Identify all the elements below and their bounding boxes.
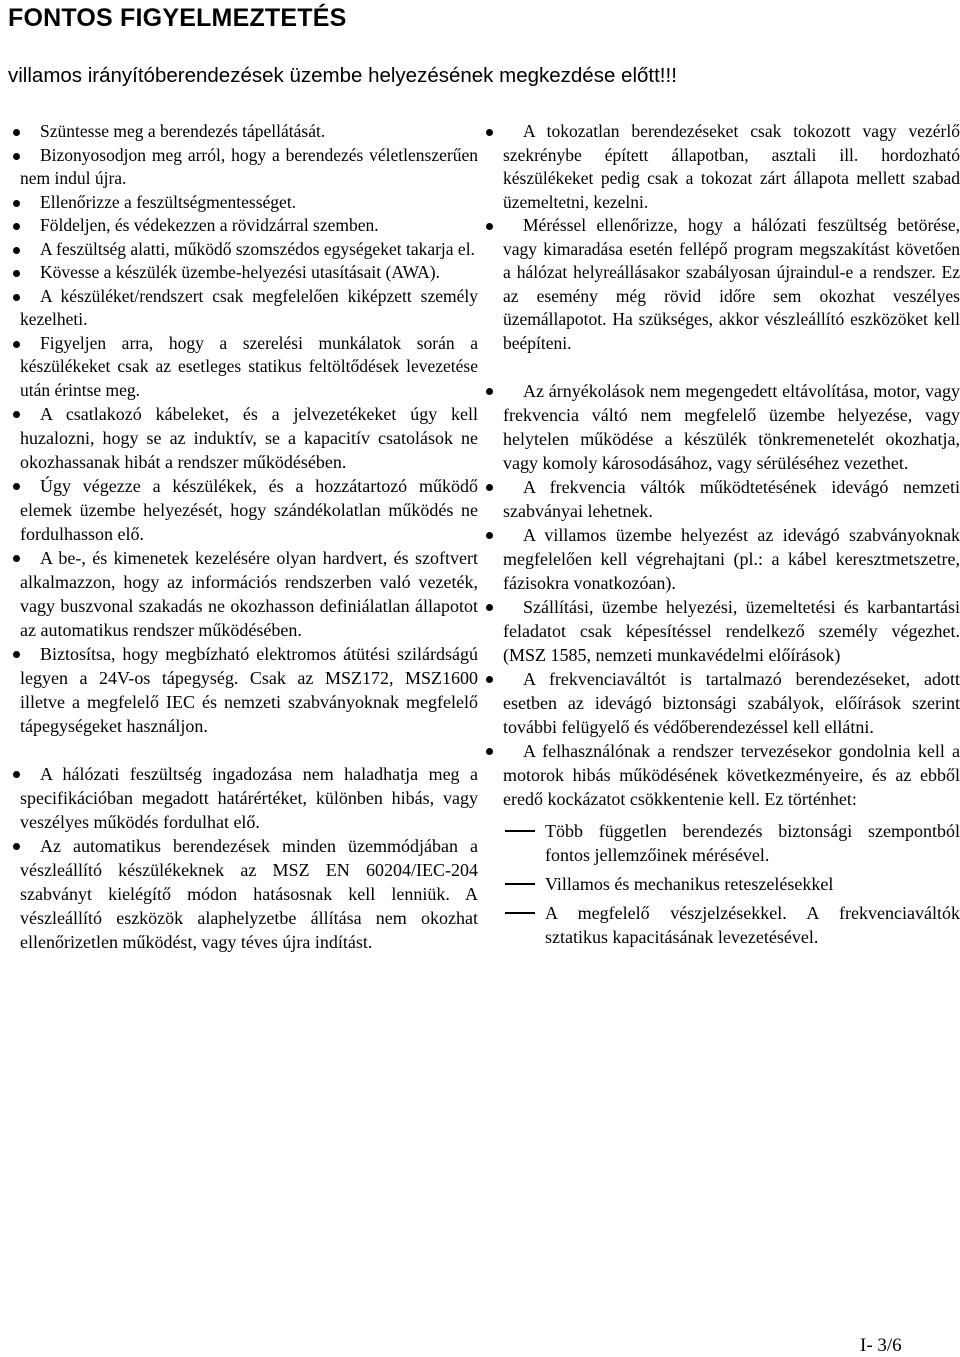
spacer [503, 355, 960, 379]
list-item: Figyeljen arra, hogy a szerelési munkálatok során a készülékeket csak az esetleges statikus feltöltődések levezetése után érintse meg. [20, 332, 478, 403]
bullet-icon [13, 411, 20, 418]
bullet-icon [13, 483, 20, 490]
left-column [20, 120, 478, 954]
bullet-icon [13, 555, 20, 562]
list-item: Az árnyékolások nem megengedett eltávolítása, motor, vagy frekvencia váltó nem megfelelő üzembe helyezése, vagy helytelen működése a készülék tönkremenetelét okozhatja, vagy komoly károsodásához, vagy sérüléséhez vezethet. [503, 379, 960, 475]
page-title: FONTOS FIGYELMEZTETÉS [8, 4, 347, 32]
list-item: A frekvencia váltók működtetésének idevágó nemzeti szabványai lehetnek. [503, 475, 960, 523]
list-item: A feszültség alatti, működő szomszédos egységeket takarja el. [20, 238, 478, 262]
bullet-icon [13, 294, 20, 301]
list-item: A be-, és kimenetek kezelésére olyan hardvert, és szoftvert alkalmazzon, hogy az információs rendszerben való vezeték, vagy buszvonal szakadás ne okozhasson definiálatlan állapotot az automatikus rendszer működésében. [20, 546, 478, 642]
list-item: Ellenőrizze a feszültségmentességet. [20, 191, 478, 215]
list-item: A felhasználónak a rendszer tervezésekor gondolnia kell a motorok hibás működésének következményeire, és az ebből eredő kockázatot csökkentenie kell. Ez történhet: [503, 739, 960, 811]
dash-icon [505, 883, 535, 885]
page-subtitle: villamos irányítóberendezések üzembe helyezésének megkezdése előtt!!! [8, 64, 677, 87]
bullet-icon [13, 843, 20, 850]
bullet-icon [486, 532, 493, 539]
list-item: A csatlakozó kábeleket, és a jelvezetékeket úgy kell huzalozni, hogy se az induktív, se a kapacitív csatolások ne okozhassanak hibát a rendszer működésében. [20, 402, 478, 474]
list-item: Kövesse a készülék üzembe-helyezési utasításait (AWA). [20, 261, 478, 285]
bullet-icon [13, 223, 20, 230]
bullet-icon [486, 604, 493, 611]
bullet-icon [486, 676, 493, 683]
bullet-icon [13, 341, 20, 348]
list-item: Szüntesse meg a berendezés tápellátását. [20, 120, 478, 144]
bullet-icon [13, 771, 20, 778]
dash-icon [505, 830, 535, 832]
bullet-icon [13, 153, 20, 160]
dash-icon [505, 912, 535, 914]
right-column [503, 120, 960, 954]
bullet-icon [13, 270, 20, 277]
list-item: A hálózati feszültség ingadozása nem haladhatja meg a specifikációban megadott határértéket, különben hibás, vagy veszélyes működés fordulhat elő. [20, 762, 478, 834]
bullet-icon [486, 484, 493, 491]
list-item: Biztosítsa, hogy megbízható elektromos átütési szilárdságú legyen a 24V-os tápegység. Csak az MSZ172, MSZ1600 illetve a megfelelő IEC és nemzeti szabványoknak megfelelő tápegységeket használjon. [20, 642, 478, 738]
bullet-icon [13, 129, 20, 136]
list-item: Az automatikus berendezések minden üzemmódjában a vészleállító készülékeknek az MSZ EN 60204/IEC-204 szabványt kielégítő módon hatásosnak kell lenniük. A vészleállító eszközök alaphelyzetbe állítása nem okozhat ellenőrizetlen működést, vagy téves újra indítást. [20, 834, 478, 954]
bullet-icon [13, 200, 20, 207]
list-item: A frekvenciaváltót is tartalmazó berendezéseket, adott esetben az idevágó biztonsági szabályok, előírások szerint további felügyelő és védőberendezéssel kell ellátni. [503, 667, 960, 739]
list-item: A tokozatlan berendezéseket csak tokozott vagy vezérlő szekrénybe épített állapotban, asztali ill. hordozható készülékeket pedig csak a tokozat zárt állapota mellett szabad üzemeltetni, kezelni. [503, 120, 960, 214]
list-item: A villamos üzembe helyezést az idevágó szabványoknak megfelelően kell végrehajtani (pl.: a kábel keresztmetszetre, fázisokra vonatkozóan). [503, 523, 960, 595]
bullet-icon [13, 651, 20, 658]
bullet-icon [486, 748, 493, 755]
list-item: Bizonyosodjon meg arról, hogy a berendezés véletlenszerűen nem indul újra. [20, 144, 478, 191]
bullet-icon [486, 388, 493, 395]
dash-list-item: A megfelelő vészjelzésekkel. A frekvenciaváltók sztatikus kapacitásának levezetésével. [503, 901, 960, 949]
dash-list-item: Villamos és mechanikus reteszelésekkel [503, 872, 960, 896]
list-item: Úgy végezze a készülékek, és a hozzátartozó működő elemek üzembe helyezését, hogy szándékolatlan működés ne fordulhasson elő. [20, 474, 478, 546]
list-item: Méréssel ellenőrizze, hogy a hálózati feszültség betörése, vagy kimaradása esetén fellépő program megszakítást követően a hálózat helyreállásakor szabályosan újraindul-e a rendszer. Ez az esemény még rövid időre sem okozhat veszélyes üzemállapotot. Ha szükséges, akkor vészleállító eszközöket kell beépíteni. [503, 214, 960, 355]
spacer [20, 738, 478, 762]
list-item: Földeljen, és védekezzen a rövidzárral szemben. [20, 214, 478, 238]
bullet-icon [486, 129, 493, 136]
dash-list-item: Több független berendezés biztonsági szempontból fontos jellemzőinek mérésével. [503, 819, 960, 867]
bullet-icon [13, 247, 20, 254]
list-item: Szállítási, üzembe helyezési, üzemeltetési és karbantartási feladatot csak képesítéssel rendelkező személy végezhet. (MSZ 1585, nemzeti munkavédelmi előírások) [503, 595, 960, 667]
list-item: A készüléket/rendszert csak megfelelően kiképzett személy kezelheti. [20, 285, 478, 332]
bullet-icon [486, 223, 493, 230]
page-number: I- 3/6 [860, 1335, 902, 1356]
